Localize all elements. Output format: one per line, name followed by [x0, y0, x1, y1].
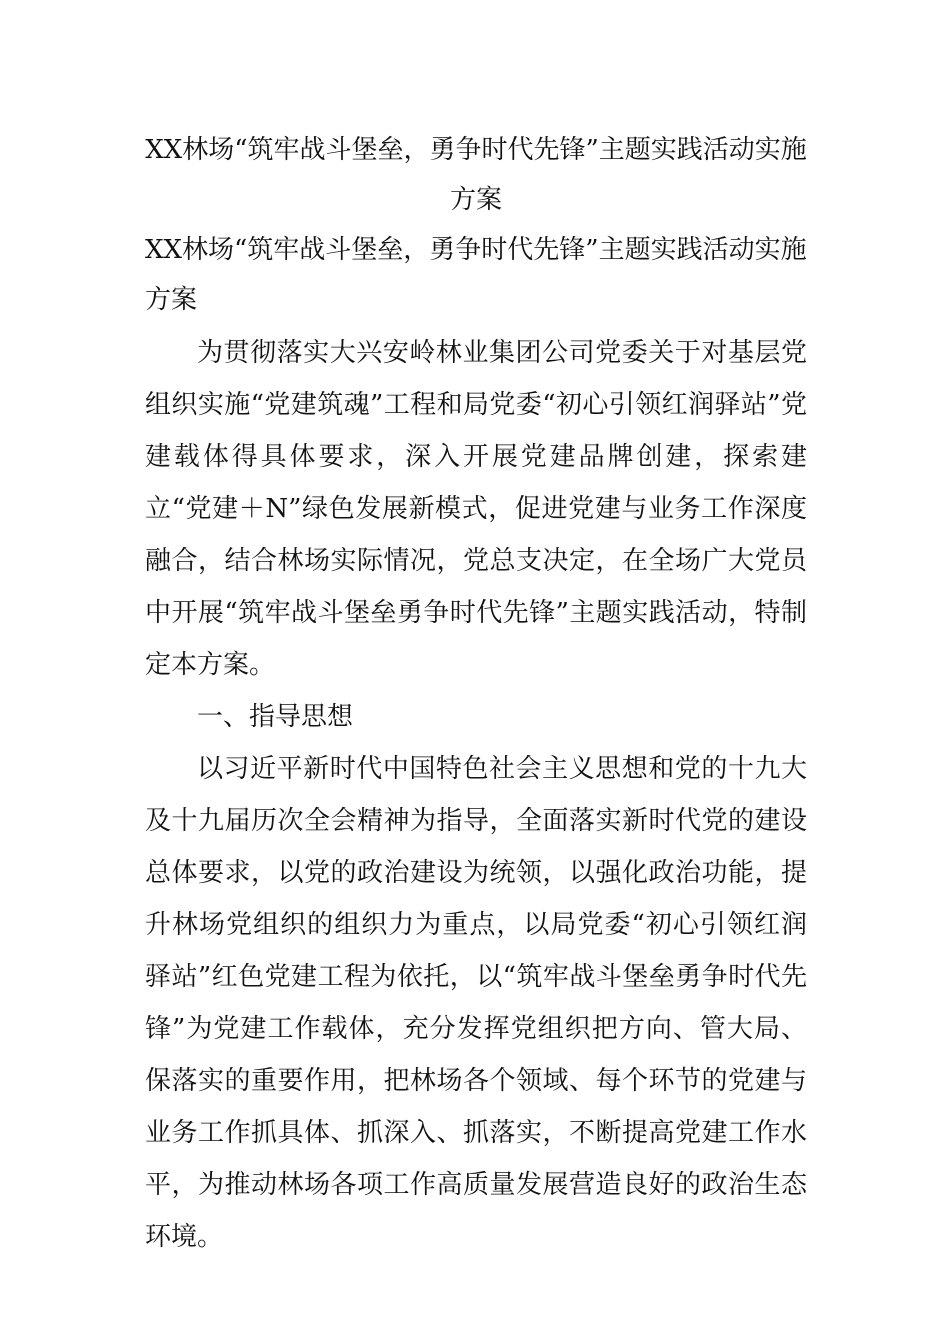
- guiding-ideology-paragraph: 以习近平新时代中国特色社会主义思想和党的十九大及十九届历次全会精神为指导，全面落实新时代党的建设总体要求，以党的政治建设为统领，以强化政治功能，提升林场党组织的组织力为重点，以局党委“初心引领红润驿站”红色党建工程为依托，以“筑牢战斗堡垒勇争时代先锋”为党建工作载体，充分发挥党组织把方向、管大局、保落实的重要作用，把林场各个领域、每个环节的党建与业务工作抓具体、抓深入、抓落实，不断提高党建工作水平，为推动林场各项工作高质量发展营造良好的政治生态环境。: [145, 754, 807, 1252]
- section-heading-guiding-ideology: 一、指导思想: [197, 702, 354, 732]
- intro-paragraph: 为贯彻落实大兴安岭林业集团公司党委关于对基层党组织实施“党建筑魂”工程和局党委“初心引领红润驿站”党建载体得具体要求，深入开展党建品牌创建，探索建立“党建＋N”绿色发展新模式，促进党建与业务工作深度融合，结合林场实际情况，党总支决定，在全场广大党员中开展“筑牢战斗堡垒勇争时代先锋”主题实践活动，特制定本方案。: [145, 338, 807, 680]
- document-title: XX林场“筑牢战斗堡垒，勇争时代先锋”主题实践活动实施方案: [145, 135, 807, 215]
- document-page: [145, 125, 807, 1263]
- repeated-title: XX林场“筑牢战斗堡垒，勇争时代先锋”主题实践活动实施方案: [145, 235, 807, 315]
